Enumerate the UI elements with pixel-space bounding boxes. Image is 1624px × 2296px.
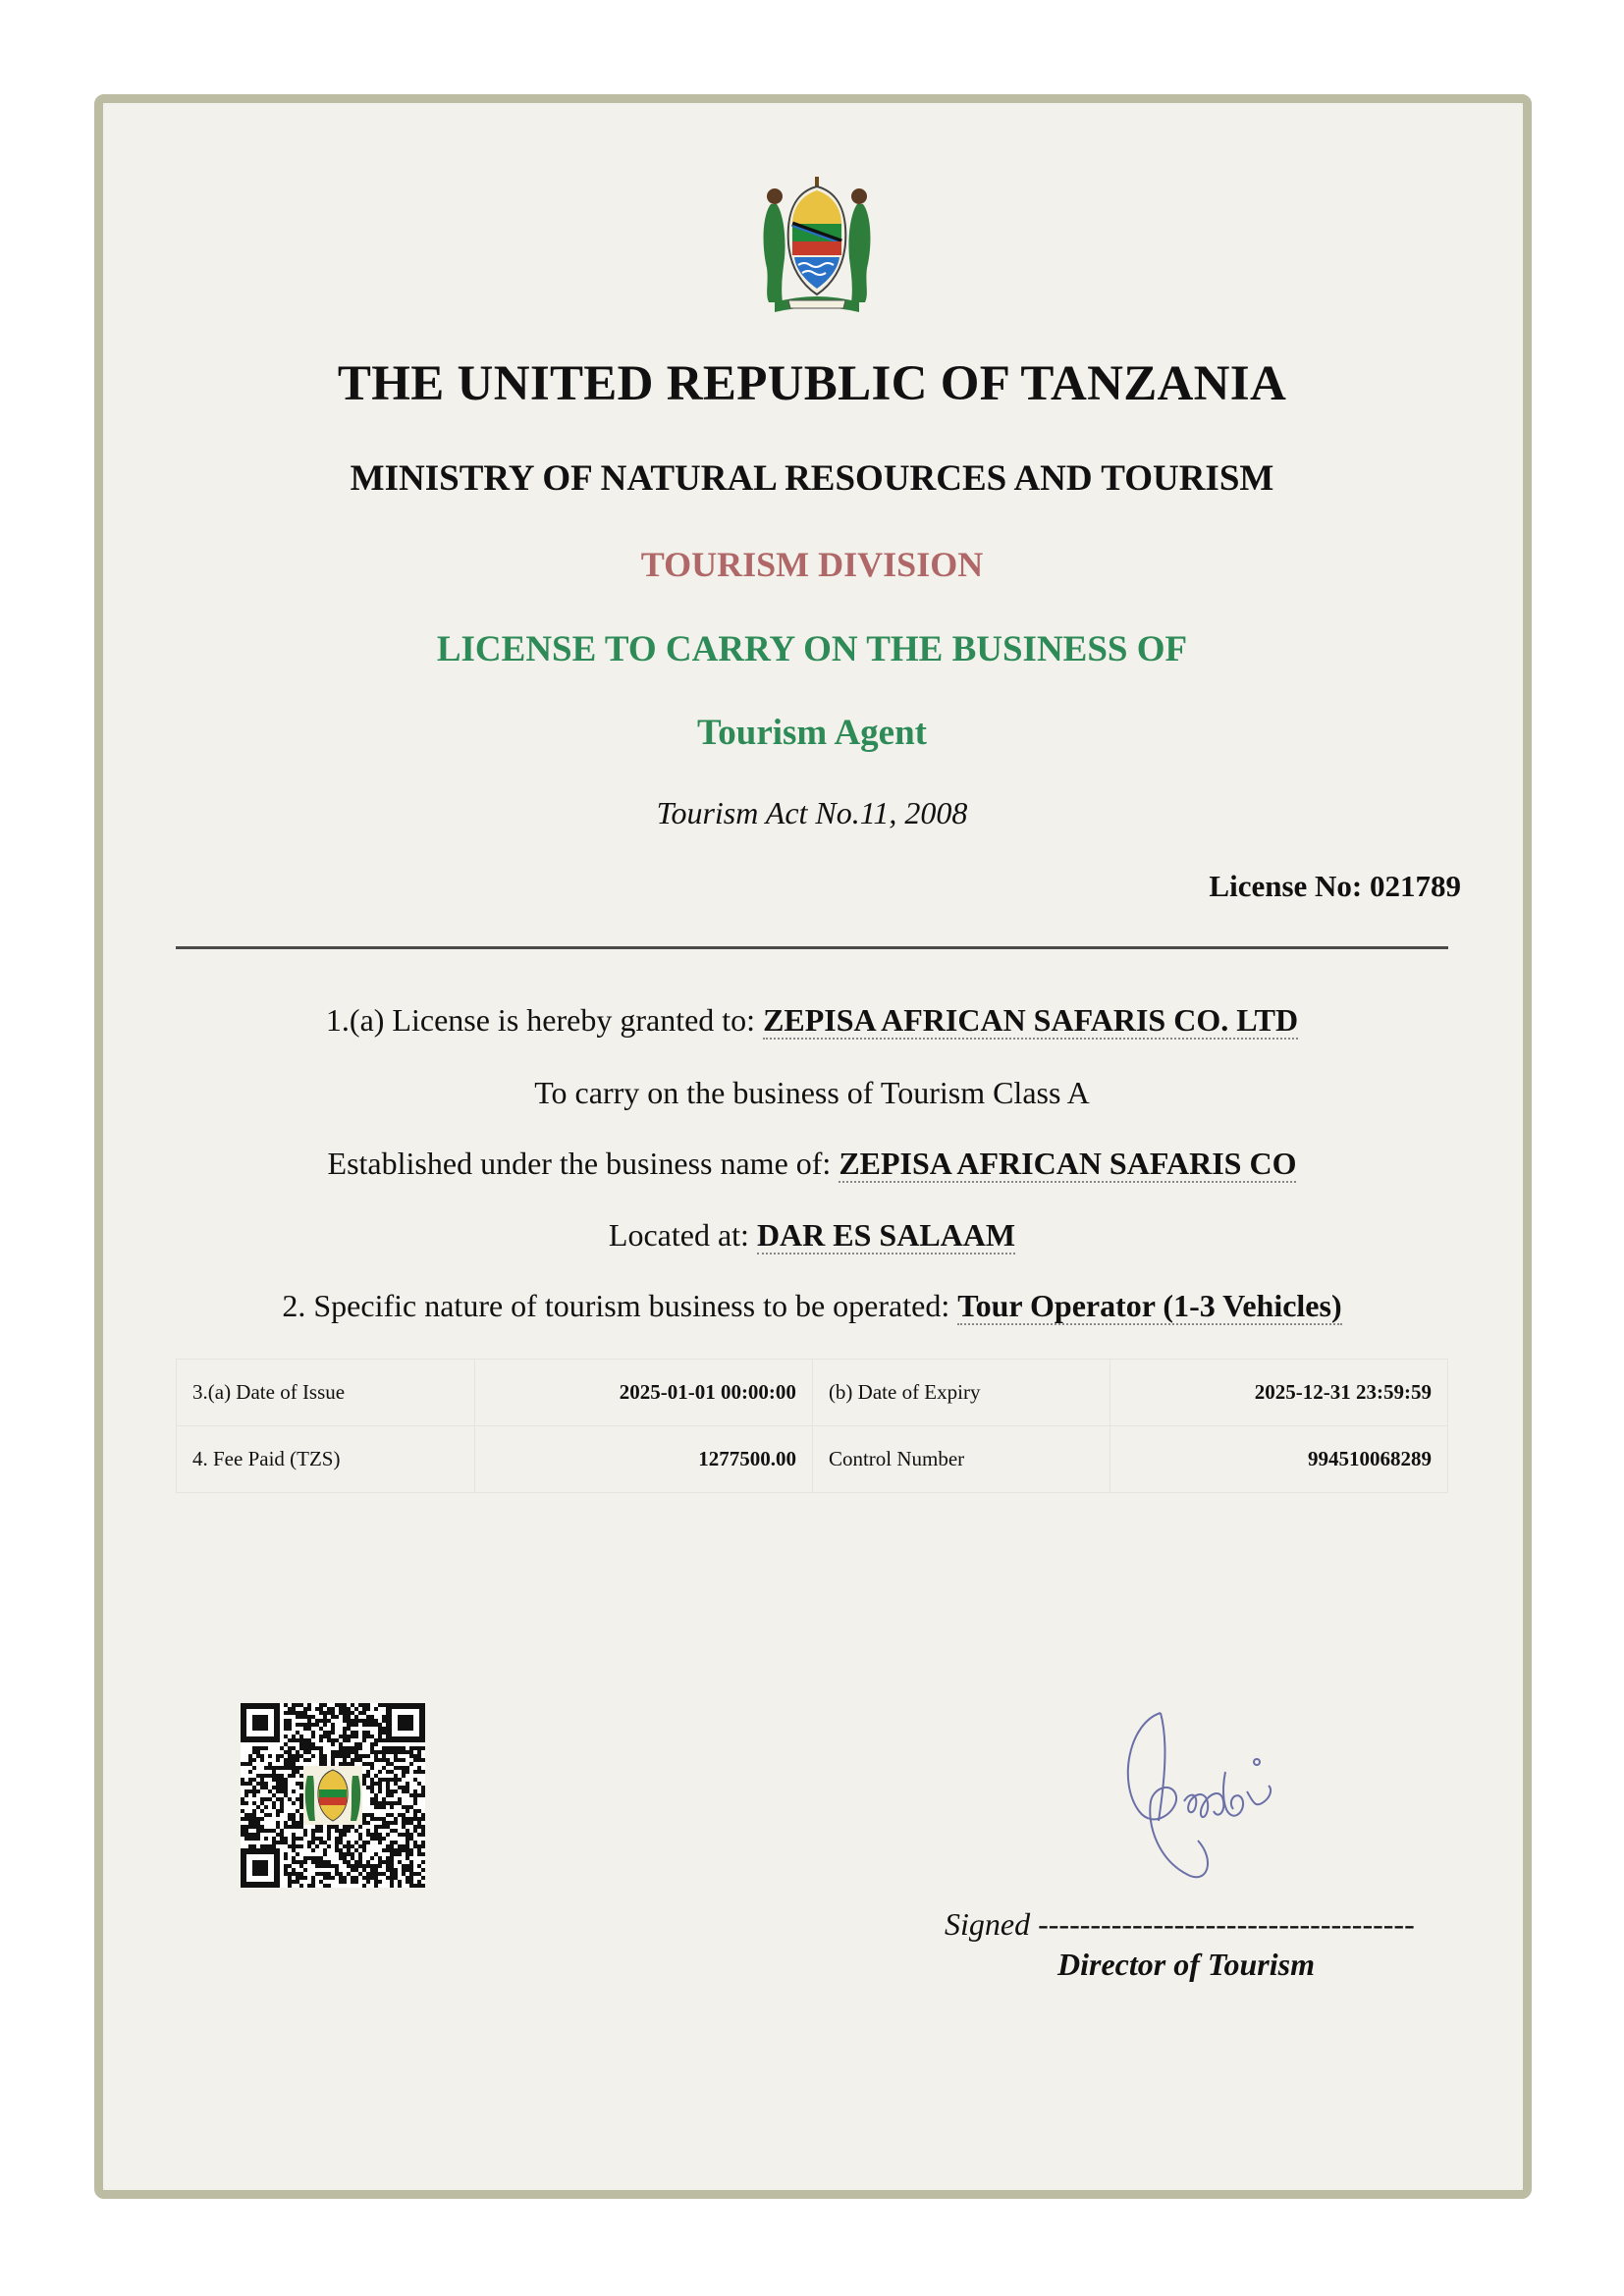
divider [176,946,1448,949]
country-title: THE UNITED REPUBLIC OF TANZANIA [337,356,1287,411]
coat-of-arms-icon [753,175,881,316]
expiry-value: 2025-12-31 23:59:59 [1110,1360,1447,1426]
qr-code-icon [241,1703,425,1888]
issue-label: 3.(a) Date of Issue [177,1360,475,1426]
business-name-value: ZEPISA AFRICAN SAFARIS CO [839,1146,1297,1181]
nature-label: 2. Specific nature of tourism business to be operated: [282,1288,958,1323]
license-number: License No: 021789 [1209,869,1461,903]
expiry-label: (b) Date of Expiry [812,1360,1110,1426]
business-class-line: To carry on the business of Tourism Class A [534,1075,1090,1110]
nature-value: Tour Operator (1-3 Vehicles) [957,1288,1342,1323]
control-value: 994510068289 [1110,1426,1447,1493]
location-label: Located at: [608,1217,757,1253]
division-title: TOURISM DIVISION [640,545,984,584]
nature-line [0,1288,1624,1324]
fee-value: 1277500.00 [474,1426,812,1493]
table-row [177,1360,1448,1426]
table-row [177,1426,1448,1493]
granted-line [0,1002,1624,1039]
control-label: Control Number [812,1426,1110,1493]
signed-line: Signed ------------------------------------ [945,1906,1415,1942]
business-name-label: Established under the business name of: [327,1146,839,1181]
signature-image [1100,1703,1286,1895]
director-title: Director of Tourism [1057,1947,1315,1982]
location-line [0,1217,1624,1254]
act-reference: Tourism Act No.11, 2008 [656,795,968,830]
license-heading: LICENSE TO CARRY ON THE BUSINESS OF [436,629,1188,669]
issue-value: 2025-01-01 00:00:00 [474,1360,812,1426]
fee-label: 4. Fee Paid (TZS) [177,1426,475,1493]
granted-label: 1.(a) License is hereby granted to: [325,1002,764,1038]
business-name-line [0,1146,1624,1182]
license-type: Tourism Agent [696,713,928,753]
granted-to-value: ZEPISA AFRICAN SAFARIS CO. LTD [763,1002,1299,1038]
ministry-title: MINISTRY OF NATURAL RESOURCES AND TOURISM [350,458,1274,499]
details-table [176,1359,1448,1493]
location-value: DAR ES SALAAM [756,1217,1016,1253]
